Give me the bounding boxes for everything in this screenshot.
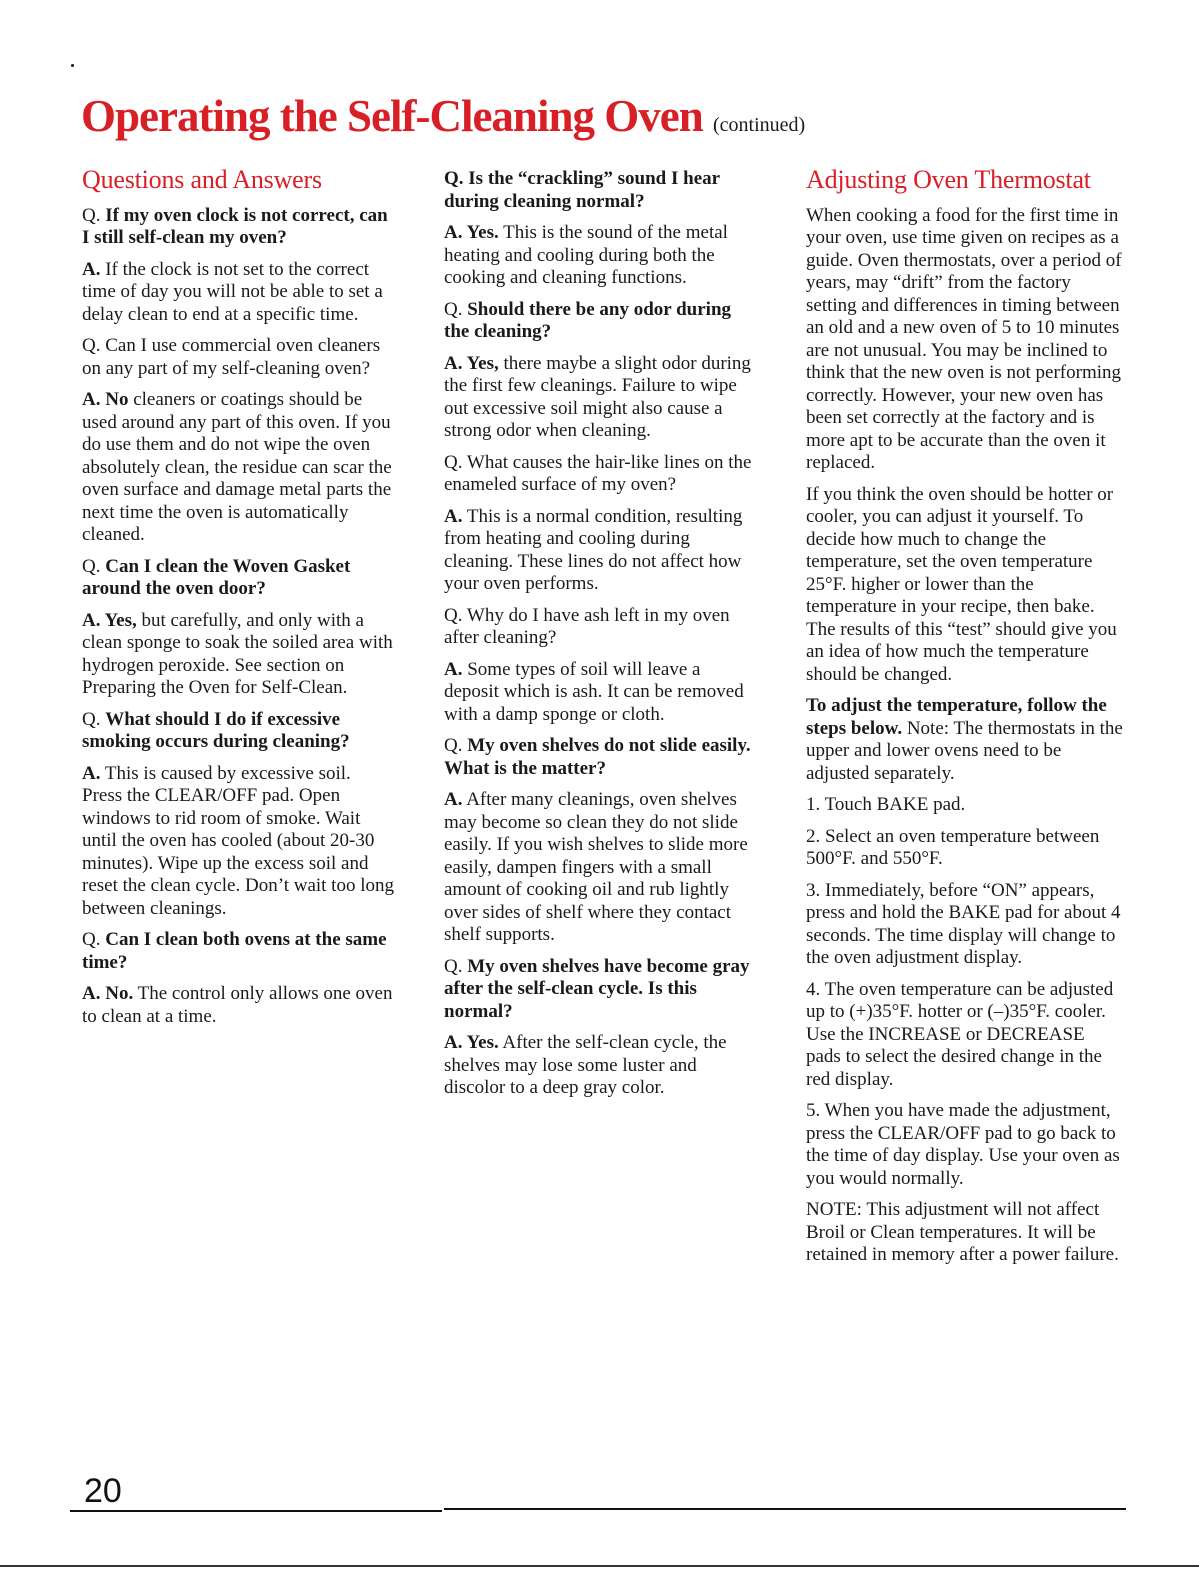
answer: A. No cleaners or coatings should be used around any part of this oven. If you do use them and do not wipe the oven absolutely clean, the residue can scar the oven surface and damage metal parts the next time the oven is automatically cleaned. — [82, 389, 392, 546]
question: Q. My oven shelves do not slide easily. What is the matter? — [444, 735, 751, 779]
question: Q. What should I do if excessive smoking occurs during cleaning? — [82, 708, 350, 753]
question: Q. Can I use commercial oven cleaners on any part of my self-cleaning oven? — [82, 335, 381, 379]
qa-item — [82, 556, 394, 700]
step-4: 4. The oven temperature can be adjusted up to (+)35°F. hotter or (–)35°F. cooler. Use the INCREASE or DECREASE pads to select the desired change in the red display. — [806, 978, 1114, 1090]
page-title: Operating the Self-Cleaning Oven (continued) — [81, 91, 806, 141]
qa-item — [82, 205, 394, 327]
qa-column-2 — [444, 168, 756, 1109]
answer: A. Yes. After the self-clean cycle, the shelves may lose some luster and discolor to a deep gray color. — [444, 1032, 727, 1098]
footer-rule-right — [444, 1508, 1126, 1510]
question: Q. Is the “crackling” sound I hear during cleaning normal? — [444, 168, 720, 212]
thermostat-test: If you think the oven should be hotter or cooler, you can adjust it yourself. To decide how much to change the temperature, set the oven temperature 25°F. higher or lower than the temperature in your recipe, then bake. The results of this “test” should give you an idea of how much the temperature should be changed. — [806, 483, 1117, 685]
page-edge-rule — [0, 1565, 1199, 1567]
step-5: 5. When you have made the adjustment, press the CLEAR/OFF pad to go back to the time of day display. Use your oven as you would normally. — [806, 1100, 1120, 1189]
qa-item — [444, 956, 756, 1100]
step-2: 2. Select an oven temperature between 500°F. and 550°F. — [806, 825, 1100, 870]
step-3: 3. Immediately, before “ON” appears, press and hold the BAKE pad for about 4 seconds. The time display will change to the oven adjustment display. — [806, 879, 1121, 969]
answer: A. No. The control only allows one oven to clean at a time. — [82, 983, 393, 1027]
question: Q. What causes the hair-like lines on the enameled surface of my oven? — [444, 451, 752, 495]
qa-item — [444, 168, 756, 290]
page-number: 20 — [84, 1472, 122, 1510]
answer: A. Yes, there maybe a slight odor during the first few cleanings. Failure to wipe out excessive soil might also cause a strong odor when cleaning. — [444, 352, 751, 441]
footer-rule-left — [70, 1510, 442, 1512]
answer: A. Yes, but carefully, and only with a clean sponge to soak the soiled area with hydrogen peroxide. See section on Preparing the Oven for Self-Clean. — [82, 609, 393, 699]
question: Q. Can I clean both ovens at the same time? — [82, 929, 387, 973]
thermostat-note: NOTE: This adjustment will not affect Broil or Clean temperatures. It will be retained in memory after a power failure. — [806, 1199, 1119, 1266]
question: Q. Can I clean the Woven Gasket around the oven door? — [82, 555, 351, 600]
answer: A. Yes. This is the sound of the metal heating and cooling during both the cooking and cleaning functions. — [444, 222, 728, 288]
steps-intro: To adjust the temperature, follow the steps below. Note: The thermostats in the upper and lower ovens need to be adjusted separately. — [806, 695, 1123, 784]
question: Q. My oven shelves have become gray after the self-clean cycle. Is this normal? — [444, 955, 750, 1022]
question: Q. If my oven clock is not correct, can I still self-clean my oven? — [82, 204, 388, 249]
answer: A. After many cleanings, oven shelves may become so clean they do not slide easily. If you wish shelves to slide more easily, dampen fingers with a small amount of cooking oil and rub lightly over sides of shelf where they contact shelf supports. — [444, 789, 748, 945]
answer: A. This is a normal condition, resulting from heating and cooling during cleaning. These lines do not affect how your oven performs. — [444, 505, 743, 594]
question: Q. Why do I have ash left in my oven after cleaning? — [444, 604, 730, 648]
qa-item — [444, 299, 756, 443]
qa-item — [444, 735, 756, 947]
stray-dot — [71, 64, 74, 67]
qa-item — [82, 929, 394, 1028]
qa-item — [82, 709, 394, 921]
continued-label: (continued) — [712, 114, 806, 136]
thermostat-intro: When cooking a food for the first time in your oven, use time given on recipes as a guide. Oven thermostats, over a period of years, may “drift” from the factory setting and differences in timing between an old and a new oven of 5 to 10 minutes are not unusual. You may be inclined to think that the new oven is not performing correctly. However, your new oven has been set correctly at the factory and is more apt to be accurate than the oven it replaced. — [806, 204, 1122, 474]
thermostat-column — [806, 166, 1124, 1276]
answer: A. Some types of soil will leave a deposit which is ash. It can be removed with a damp sponge or cloth. — [444, 658, 744, 725]
thermostat-heading: Adjusting Oven Thermostat — [806, 165, 1091, 194]
qa-heading: Questions and Answers — [82, 165, 322, 194]
qa-item — [444, 605, 756, 727]
step-1: 1. Touch BAKE pad. — [806, 794, 966, 816]
answer: A. If the clock is not set to the correct time of day you will not be able to set a delay clean to end at a specific time. — [82, 258, 383, 325]
answer: A. This is caused by excessive soil. Press the CLEAR/OFF pad. Open windows to rid room of smoke. Wait until the oven has cooled (about 20-30 minutes). Wipe up the excess soil and reset the clean cycle. Don’t wait too long between cleanings. — [82, 762, 394, 919]
qa-item — [444, 452, 756, 596]
qa-item — [82, 335, 394, 547]
qa-column-1 — [82, 166, 394, 1037]
question: Q. Should there be any odor during the cleaning? — [444, 298, 732, 342]
